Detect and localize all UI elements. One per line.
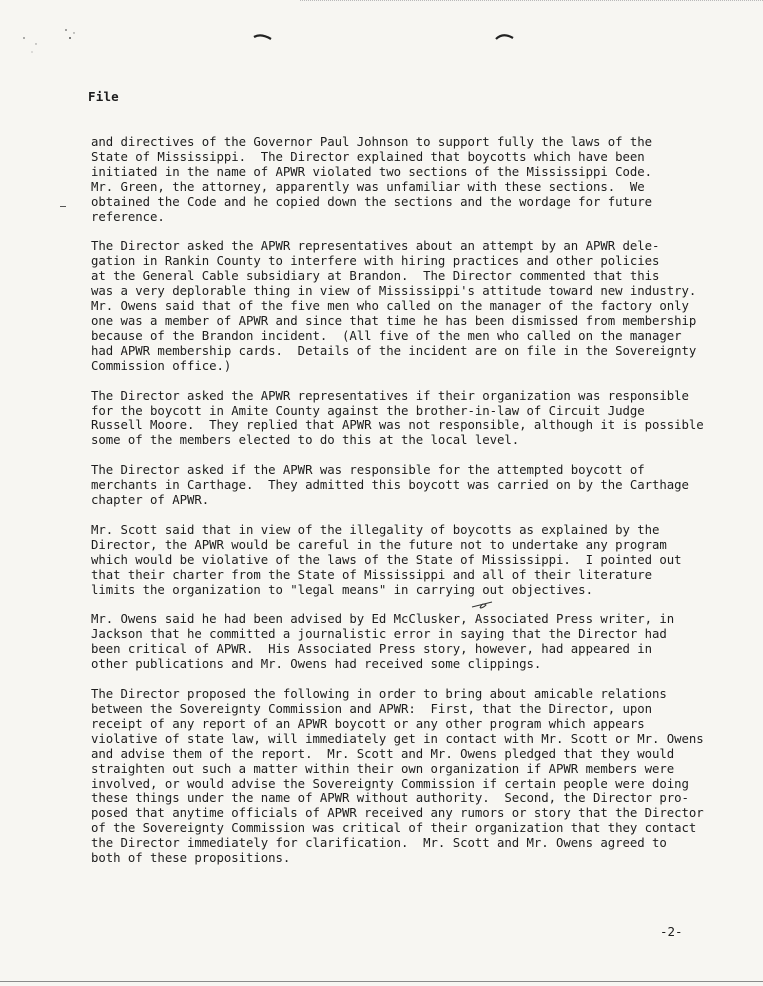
bottom-edge-line (0, 981, 763, 982)
handwritten-correction-mark (470, 599, 496, 611)
paragraph-illegality: Mr. Scott said that in view of the illegality of boycotts as explained by the Director, the APWR would be careful in the future not to undertake any program which would be violative of the laws of the State of Mississippi. I pointed out that their charter from the State of Mississippi and all of their literature limits the organization to "legal means" in carrying out objectives. (91, 522, 682, 597)
scan-mark-left (253, 32, 273, 42)
memo-body (91, 135, 731, 881)
paragraph-amite-county: The Director asked the APWR representatives if their organization was responsible for the boycott in Amite County against the brother-in-law of Circuit Judge Russell Moore. They replied that APWR was not responsible, although it is possible some of the members elected to do this at the local level. (91, 388, 704, 448)
paragraph-governor-directives: and directives of the Governor Paul Johnson to support fully the laws of the State of Mississippi. The Director explained that boycotts which have been initiated in the name of APWR violated two sections of the Mississippi Code. Mr. Green, the attorney, apparently was unfamiliar with these sections. We obtained the Code and he copied down the sections and the wordage for future reference. (91, 135, 652, 224)
top-dotted-edge (300, 0, 763, 2)
scan-specks (20, 26, 80, 56)
paragraph-associated-press: Mr. Owens said he had been advised by Ed McClusker, Associated Press writer, in Jackson that he committed a journalistic error in saying that the Director had been critical of APWR. His Associated Press story, however, had appeared in other publications and Mr. Owens had received some clippings. (91, 612, 675, 672)
paragraph-rankin-county: The Director asked the APWR representatives about an attempt by an APWR dele- gation in Rankin County to interfere with hiring practices and other policies at the General Cable subsidiary at Brandon. The Director commented that this was a very deplorable thing in view of Mississippi's attitude toward new industry. Mr. Owens said that of the five men who called on the manager of the factory only one was a member of APWR and since that time he has been dismissed from membership because of the Brandon incident. (All five of the men who called on the manager had APWR membership cards. Details of the incident are on file in the Sovereignty Commission office.) (91, 239, 697, 373)
margin-tick (60, 206, 66, 207)
page-number: -2- (660, 924, 683, 939)
paragraph-carthage: The Director asked if the APWR was responsible for the attempted boycott of merchants in Carthage. They admitted this boycott was carried on by the Carthage chapter of APWR. (91, 463, 689, 508)
scan-mark-right (495, 32, 515, 42)
file-label: File (88, 89, 119, 104)
paragraph-proposal: The Director proposed the following in order to bring about amicable relations between the Sovereignty Commission and APWR: First, that the Director, upon receipt of any report of an APWR boycott or any other program which appears violative of state law, will immediately get in contact with Mr. Scott or Mr. Owens and advise them of the report. Mr. Scott and Mr. Owens pledged that they would straighten out such a matter within their own organization if APWR members were involved, or would advise the Sovereignty Commission if certain people were doing these things under the name of APWR without authority. Second, the Director pro- posed that anytime officials of APWR received any rumors or story that the Director of the Sovereignty Commission was critical of their organization that they contact the Director immediately for clarification. Mr. Scott and Mr. Owens agreed to both of these propositions. (91, 687, 704, 866)
